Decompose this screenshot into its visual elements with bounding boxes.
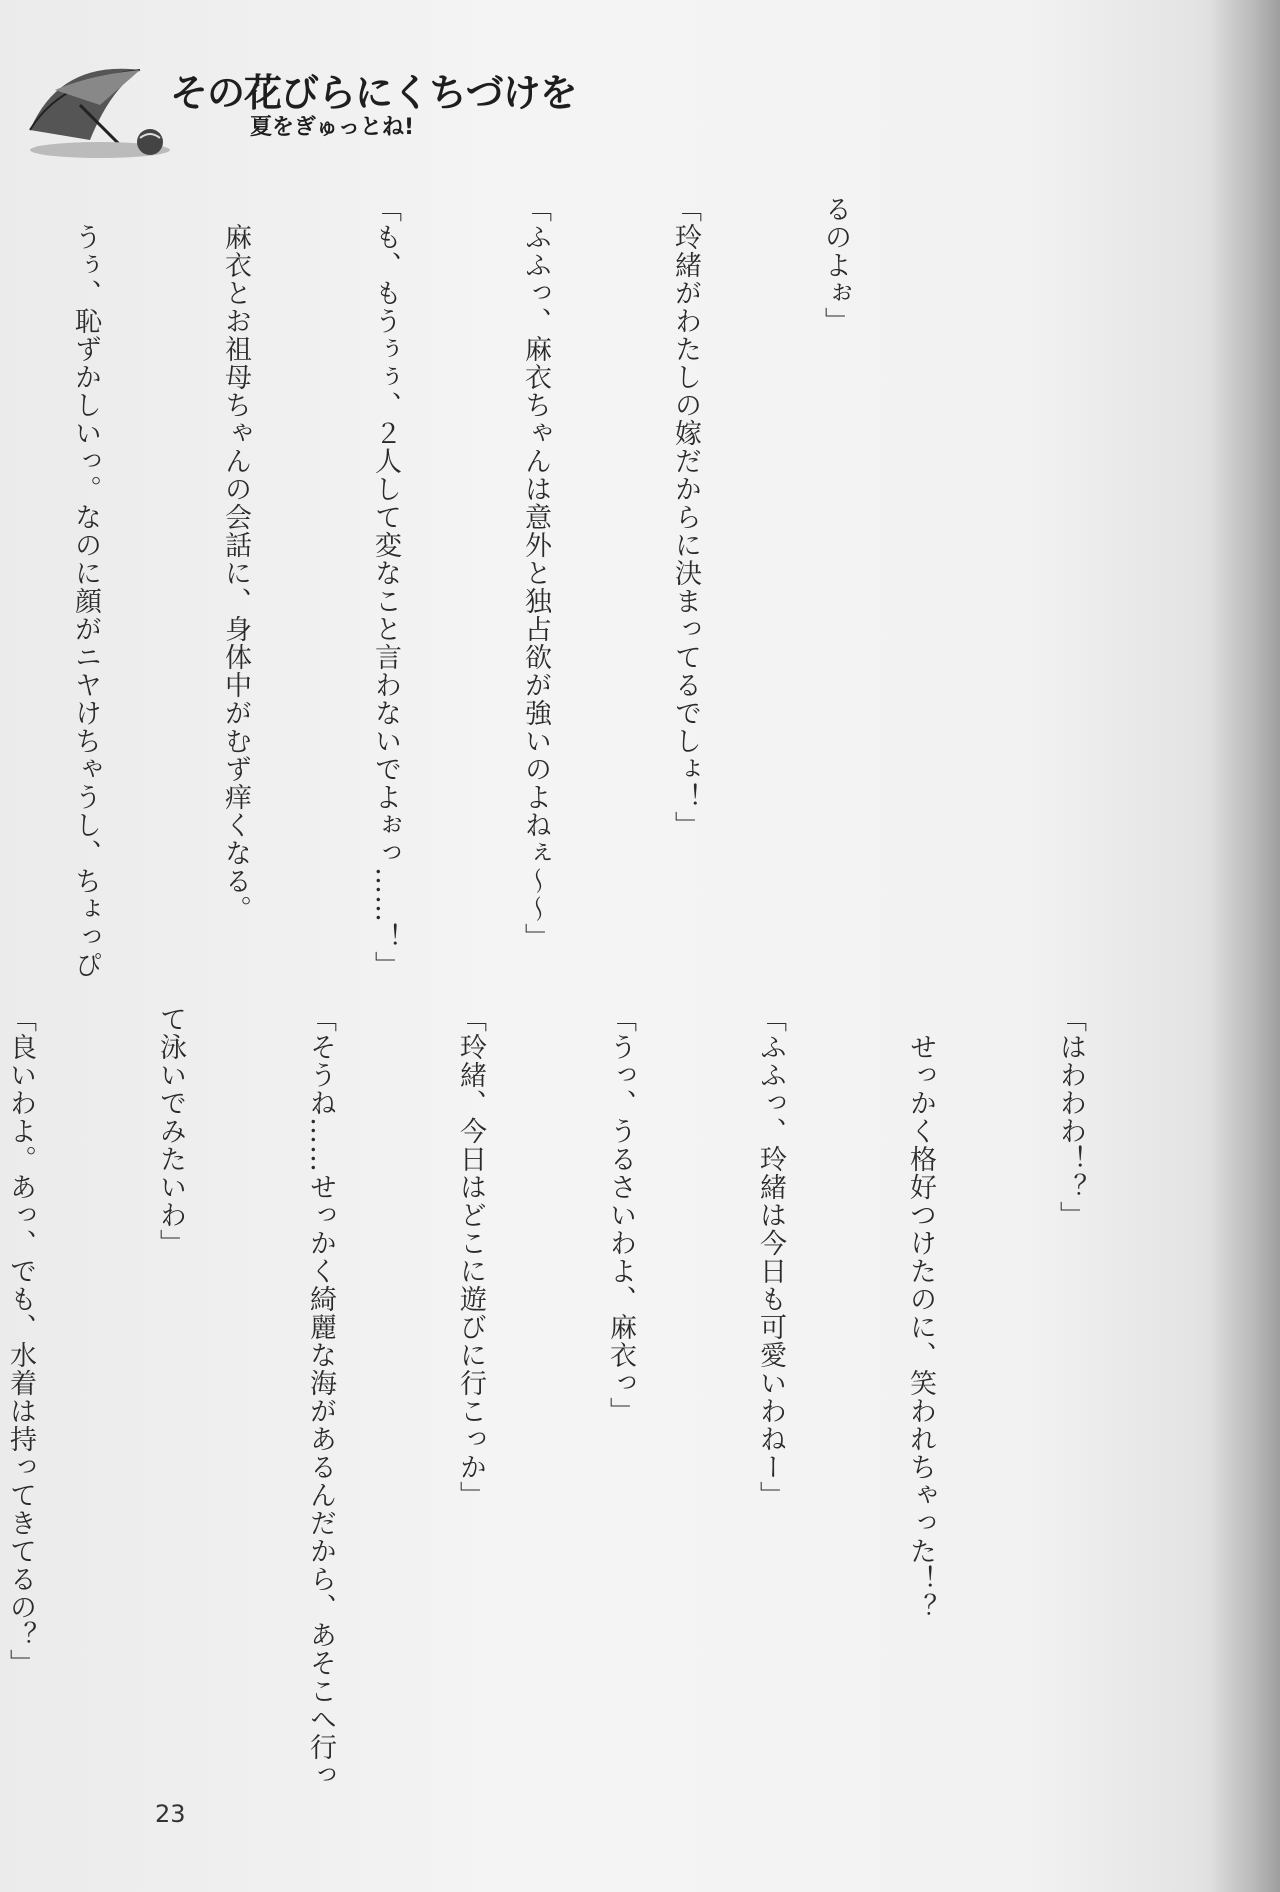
upper-text-block [70, 195, 960, 1075]
text-column: 「はわわわ！？」 [1055, 1005, 1086, 1229]
text-column: せっかく格好つけたのに、笑われちゃった！？ [905, 1005, 936, 1621]
text-column: 「も、もうぅぅ、２人して変なこと言わないでよぉっ……！」 [370, 195, 401, 979]
page-number: 23 [155, 1800, 186, 1828]
text-column: 「ふふっ、玲緒は今日も可愛いわねー」 [755, 1005, 786, 1509]
lower-text-block [5, 1005, 1195, 1789]
logo-title: その花びらにくちづけを [170, 71, 577, 115]
text-column: うぅ、恥ずかしいっ。なのに顔がニヤけちゃうし、ちょっぴ [70, 195, 101, 979]
text-column: 「玲緒がわたしの嫁だからに決まってるでしょ！」 [670, 195, 701, 839]
text-column: 「うっ、うるさいわよ、麻衣っ」 [605, 1005, 636, 1425]
text-column: 「玲緒、今日はどこに遊びに行こっか」 [455, 1005, 486, 1509]
logo-subtitle: 夏をぎゅっとね! [250, 115, 415, 140]
text-column: るのよぉ」 [820, 195, 851, 335]
beach-umbrella-icon [20, 50, 170, 160]
text-column: 麻衣とお祖母ちゃんの会話に、身体中がむず痒くなる。 [220, 195, 251, 923]
page-binding-shadow [1210, 0, 1280, 1892]
text-column: 「良いわよ。あっ、でも、水着は持ってきてるの？」 [5, 1005, 36, 1677]
text-column: て泳いでみたいわ」 [155, 1005, 186, 1257]
series-logo [20, 50, 577, 160]
text-column: 「そうね……せっかく綺麗な海があるんだから、あそこへ行っ [305, 1005, 336, 1789]
text-column: 「ふふっ、麻衣ちゃんは意外と独占欲が強いのよねぇ〜〜」 [520, 195, 551, 951]
